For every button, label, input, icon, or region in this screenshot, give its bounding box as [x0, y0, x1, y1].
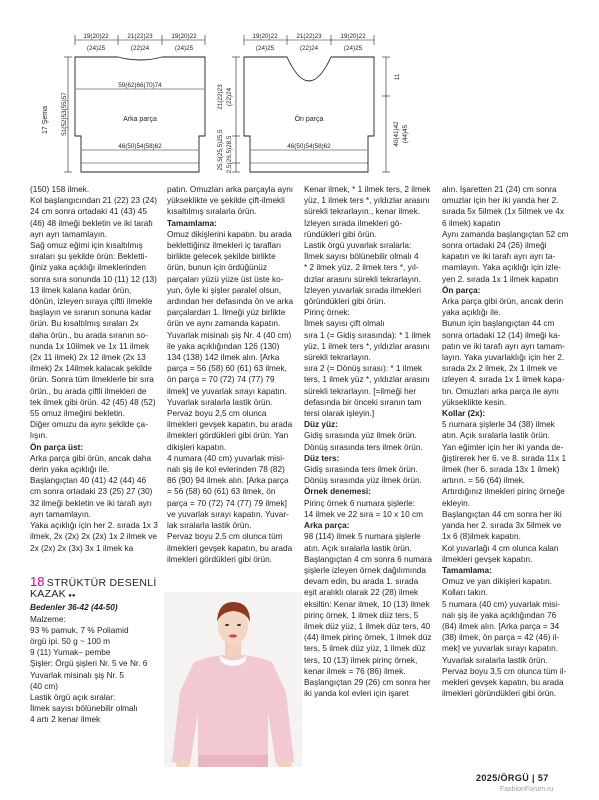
armhole-height-b: (22)24 — [226, 87, 233, 107]
model-illustration — [164, 592, 302, 767]
paragraph: 98 (114) ilmek 5 numara şişlerle atın. Açık sıralarla lastik örün. — [304, 532, 421, 553]
front-dim-left-sub: (24)25 — [255, 45, 275, 52]
paragraph: Yan eğimler için her iki yanda değiştirerek her 6. ve 8. sırada 11x 1 ilmek (her 6. sırada 13x 1 ilmek) artırın. = 56 (64) ilmek. — [442, 442, 567, 486]
paragraph: Lastik örgü yuvarlak sıralarla: — [304, 241, 412, 251]
front-piece-labels — [217, 33, 409, 173]
section-heading: Tamamlama: — [167, 218, 217, 228]
paragraph: (150) 158 ilmek. — [30, 185, 90, 194]
back-piece-label: Arka parça — [123, 116, 157, 123]
pattern-number: 18 — [30, 574, 45, 589]
front-piece-diagram — [232, 35, 390, 172]
paragraph: Omuz dikişlerini kapatın. bu arada beklettiğiniz ilmekleri iç tarafları birlikte gelecek şekilde birlikte örün, bunun için ördüğünüz parçaları yüzü yüze üst üste koyun, öyle ki şişler paralel olsun, ardından her defasında ön ve arka parçalardan 1. İlmeği yüz birlikte örün ve aynı zamanda kapatın. Yuvarlak misinalı şiş Nr. 4 (40 cm) ile yaka açıklığından 126 (130) 134 (138) 142 ilmek alın. [Arka parça = 56 (58) 60 (61) 63 ilmek, ön parça = 70 (72) 74 (77) 79 ilmek] ve yuvarlak sırayı kapatın. Yuvarlak sıralarla lastik örün. Pervaz boyu 2,5 cm olunca ilmekleri gevşek kapatın, bu arada ilmekleri gördükleri gibi örün. Yan dikişleri kapatın. — [167, 229, 294, 452]
side-height-b: (26,5)28,5 — [226, 135, 233, 165]
paragraph: Başlangıçtan 29 (26) cm sonra her iki yanda kol evleri için işaret — [304, 677, 431, 699]
paragraph: Pirinç örnek: — [304, 308, 350, 318]
paragraph: Arka parça gibi örün, ancak daha derin yaka açıklığı ile. — [30, 453, 152, 475]
paragraph: 9 (11) Yumak– pembe — [30, 648, 111, 658]
pattern-title-line1: STRÜKTÜR DESENLİ — [46, 577, 157, 589]
text-column-4 — [442, 184, 570, 699]
paragraph: Başlangıçtan 40 (41) 42 (44) 46 cm sonra ortadaki 23 (25) 27 (30) 32 ilmeği bekletin ve iki tarafı ayrı ayrı tamamlayın. — [30, 476, 153, 519]
back-dim-left: 19(20)22 — [83, 33, 109, 40]
paragraph: İlmek sayısı çift olmalı — [304, 319, 385, 329]
paragraph: İlmek sayısı bölünebilir olmalı 4 — [304, 252, 419, 262]
paragraph: Omuz ve yan dikişleri kapatın. — [442, 577, 553, 587]
front-dim-right-sub: (24)25 — [343, 45, 363, 52]
front-dim-mid-sub: (22)24 — [299, 45, 319, 52]
pattern-18-section — [30, 576, 162, 726]
front-height-b: (44)45 — [402, 124, 409, 144]
section-heading: Tamamlama: — [442, 565, 492, 575]
schematic-diagrams — [0, 0, 599, 182]
paragraph: Gidiş sırasında yüz ilmek örün. Dönüş sırasında ters ilmek örün. — [304, 431, 423, 452]
section-heading: Ön parça üst: — [30, 442, 84, 452]
text-column-2 — [167, 184, 295, 565]
neck-depth: 11 — [394, 73, 401, 81]
paragraph: 14 ilmek ve 22 sıra = 10 x 10 cm — [304, 509, 423, 519]
armhole-height-a: 21(22)23 — [217, 84, 224, 110]
paragraph: 4 numara (40 cm) yuvarlak misinalı şiş ile kol evlerinden 78 (82) 86 (90) 94 ilmek alın. [Arka parça = 56 (58) 60 (61) 63 ilmek, ön parça = 70 (72) 74 (77) 79 ilmek] ve yuvarlak sırayı kapatın. Yuvarlak sıralarla lastik örün. — [167, 453, 289, 531]
paragraph: İlmek sayısı bölünebilir olmalı — [30, 704, 138, 714]
paragraph: Bunun için başlangıçtan 44 cm sonra ortadaki 12 (14) ilmeği kapatın ve iki tarafı ayrı ayrı tamamlayın. Yaka yuvarlaklığı için her 2. sırada 2x 2 ilmek, 2x 1 ilmek ve izleyen 4. sırada 1x 1 ilmek kapatın. Omuzları arka parça ile aynı yükseklikte kesin. — [442, 319, 565, 407]
rib-height: 2,5 — [226, 164, 233, 174]
back-dim-mid-sub: (22)24 — [130, 45, 150, 52]
back-dim-right-sub: (24)25 — [174, 45, 194, 52]
paragraph: alın. İşaretten 21 (24) cm sonra omuzlar için her iki yanda her 2. sırada 5x 5ilmek (1x 5ilmek ve 4x 6 ilmek) kapatın — [442, 185, 564, 228]
paragraph: Gidiş sırasında ters ilmek örün. Dönüş sırasında yüz ilmek örün. — [304, 465, 422, 486]
front-piece-label: Ön parça — [294, 116, 324, 123]
front-dim-left: 19(20)22 — [252, 33, 278, 40]
side-height-a: 25,5(25,5)25,5 — [217, 129, 224, 171]
paragraph: Başlangıçtan 4 cm sonra 6 numara şişlerle izleyen örnek dağılımında devam edin, bu arada 1. sırada eşit aralıklı olarak 22 (28) ilmek eksiltin: Kenar ilmek, 10 (13) ilmek pirinç örnek, 1 ilmek düz ters, 5 ilmek düz yüz, 1 ilmek düz ters, 40 (44) ilmek pirinç örnek, 1 ilmek düz ters, 5 ilmek düz yüz, 1 ilmek düz ters, 10 (13) ilmek pirinç örnek, kenar ilmek = 76 (86) ilmek. — [304, 554, 432, 676]
paragraph: * 2 ilmek yüz, 2 ilmek ters *, yıldızlar arasını sürekli tekrarlayın. İzleyen yuvarlak sırada ilmekleri göründükleri gibi örün. — [304, 263, 421, 307]
paragraph: Arka parça gibi örün, ancak derin yaka açıklığı ile. — [442, 297, 564, 318]
section-heading: Lastik örgü açık sıralar: — [30, 693, 116, 703]
sweater-photo — [164, 592, 302, 767]
front-dim-mid: 21(22)23 — [296, 33, 322, 40]
back-piece-labels — [42, 33, 197, 150]
back-dim-right: 19(20)22 — [171, 33, 197, 40]
pattern-18-heading-line2 — [30, 589, 162, 602]
text-column-1 — [30, 184, 158, 554]
section-heading: Kollar (2x): — [442, 409, 486, 419]
paragraph: Yaka açıklığı için her 2. sırada 1x 3 ilmek, 2x (2x) 2x (2x) 1x 2 ilmek ve 2x (2x) 2x (3x) 3x 1 ilmek ka — [30, 521, 158, 553]
paragraph: 93 % pamuk, 7 % Poliamid — [30, 625, 129, 635]
back-width-mid: 59(62)66(70)74 — [118, 82, 162, 89]
back-dim-left-sub: (24)25 — [86, 45, 106, 52]
paragraph: Kenar ilmek, * 1 ilmek ters, 2 ilmek yüz, 1 ilmek ters *, yıldızlar arasını sürekli tekrarlayın., kenar ilmek. İzleyen sırada ilmekleri göründükleri gibi örün. — [304, 185, 431, 239]
section-heading: Düz yüz: — [304, 420, 338, 430]
paragraph: 5 numara şişlerle 34 (38) ilmek atın. Açık sıralarla lastik örün. — [442, 420, 555, 441]
difficulty-dots: ●● — [68, 593, 76, 600]
paragraph: 5 numara (40 cm) yuvarlak misinalı şiş ile yaka açıklığından 76 (84) ilmek alın. [Arka parça = 34 (38) ilmek, ön parça = 42 (46) ilmek] ve yuvarlak sırayı kapatın. Yuvarlak sıralarla lastik örün. — [442, 599, 560, 665]
paragraph: patın. Omuzları arka parçayla aynı yükseklikte ve şekilde çift-ilmekli kısaltılmış sıralarla örün. — [167, 185, 294, 217]
watermark: FashionForum.ru — [500, 786, 554, 793]
paragraph: Aynı zamanda başlangıçtan 52 cm sonra ortadaki 24 (26) ilmeği kapatın ve iki tarafı ayrı ayrı tamamlayın. Yaka açıklığı için izleyen 2. sırada 1x 1 ilmek kapatın — [442, 229, 569, 284]
section-heading: Örnek denemesi: — [304, 487, 371, 497]
paragraph: Pervaz boyu 2,5 cm olunca tüm ilmekleri gevşek kapatın, bu arada ilmekleri gördükleri gibi örün. — [167, 532, 293, 564]
paragraph: Başlangıçtan 44 cm sonra her iki yanda her 2. sırada 3x 5ilmek ve 1x 6 (8)ilmek kapatın. — [442, 509, 562, 542]
paragraph: sıra 2 (= Dönüş sırası): * 1 ilmek ters, 1 ilmek yüz *, yıldızlar arasını sürekli tekrarlayın. [=ilmeği her defasında bir önceki sıranın tam tersi olarak işleyin.] — [304, 364, 430, 419]
section-heading: Arka parça: — [304, 521, 350, 531]
page-footer: 2025/ÖRGÜ | 57 — [476, 773, 549, 783]
paragraph: (40 cm) — [30, 681, 58, 691]
paragraph: 4 artı 2 kenar ilmek — [30, 715, 101, 725]
paragraph: Artırdığınız ilmekleri pirinç örneğe ekleyin. — [442, 487, 565, 508]
back-piece-diagram — [64, 35, 205, 172]
paragraph: Pervaz boyu 3,5 cm olunca tüm ilmekleri gevşek kapatın, bu arada ilmekleri göründükleri gibi örün. — [442, 666, 567, 699]
pattern-title-line2: KAZAK — [30, 588, 66, 601]
back-width-bottom: 46(50)54(58)62 — [118, 143, 162, 150]
back-dim-mid: 21(22)23 — [127, 33, 153, 40]
diagram-caption: 17 Şema — [42, 105, 49, 135]
paragraph: Yuvarlak misinalı şiş Nr. 5 — [30, 670, 124, 680]
paragraph: Pirinç örnek 6 numara şişlerle: — [304, 498, 415, 508]
paragraph: Kol başlangıcından 21 (22) 23 (24) 24 cm sonra ortadaki 41 (43) 45 (46) 48 ilmeği bekletin ve iki tarafı ayrı ayrı tamamlayın. — [30, 196, 158, 239]
paragraph: örgü ipi. 50 g ~ 100 m — [30, 637, 111, 647]
paragraph: Diğer omuzu da aynı şekilde çalışın. — [30, 420, 148, 441]
pattern-18-details — [30, 614, 162, 726]
paragraph: Kol yuvarlağı 4 cm olunca kalan ilmekleri gevşek kapatın. — [442, 543, 559, 564]
back-height: 51(52)53(55)57 — [61, 92, 68, 136]
front-dim-right: 19(20)22 — [340, 33, 366, 40]
pattern-sizes: Bedenler 36-42 (44-50) — [30, 603, 118, 613]
front-height-a: 40(41)42 — [393, 121, 400, 147]
paragraph: sıra 1 (= Gidiş sırasında): * 1 ilmek yüz, 1 ilmek ters *, yıldızlar arasını sürekli tekrarlayın. — [304, 330, 431, 363]
text-column-3 — [304, 184, 432, 699]
paragraph: Kolları takın. — [442, 588, 488, 598]
paragraph: Sağ omuz eğimi için kısaltılmış sıraları şu şekilde örün: Beklettiğiniz yaka açıklığı ilmeklerinden sonra sıra sonunda 10 (11) 12 (13) 13 ilmek kalana kadar örün, dönün, izleyen sıraya çiftli ilmekle başlayın ve sıranın sonuna kadar örün. Bu kısaltılmış sıraları 2x daha örün., bu arada sıranın sonunda 1x 10ilmek ve 1x 11 ilmek (2x 11 ilmek) 2x 12 ilmek (2x 13 ilmek) 2x 14ilmek kalacak şekilde örün. Sonra tüm ilmeklerle bir sıra örün., bu arada çiftli ilmekleri de tek ilmek gibi örün. 42 (45) 48 (52) 55 omuz ilmeğini bekletin. — [30, 241, 157, 419]
section-heading: Ön parça: — [442, 285, 481, 295]
paragraph: Şişler: Örgü şişleri Nr. 5 ve Nr. 6 — [30, 659, 148, 669]
section-heading: Malzeme: — [30, 614, 66, 624]
section-heading: Düz ters: — [304, 453, 340, 463]
front-width-bottom: 46(50)54(58)62 — [287, 143, 331, 150]
